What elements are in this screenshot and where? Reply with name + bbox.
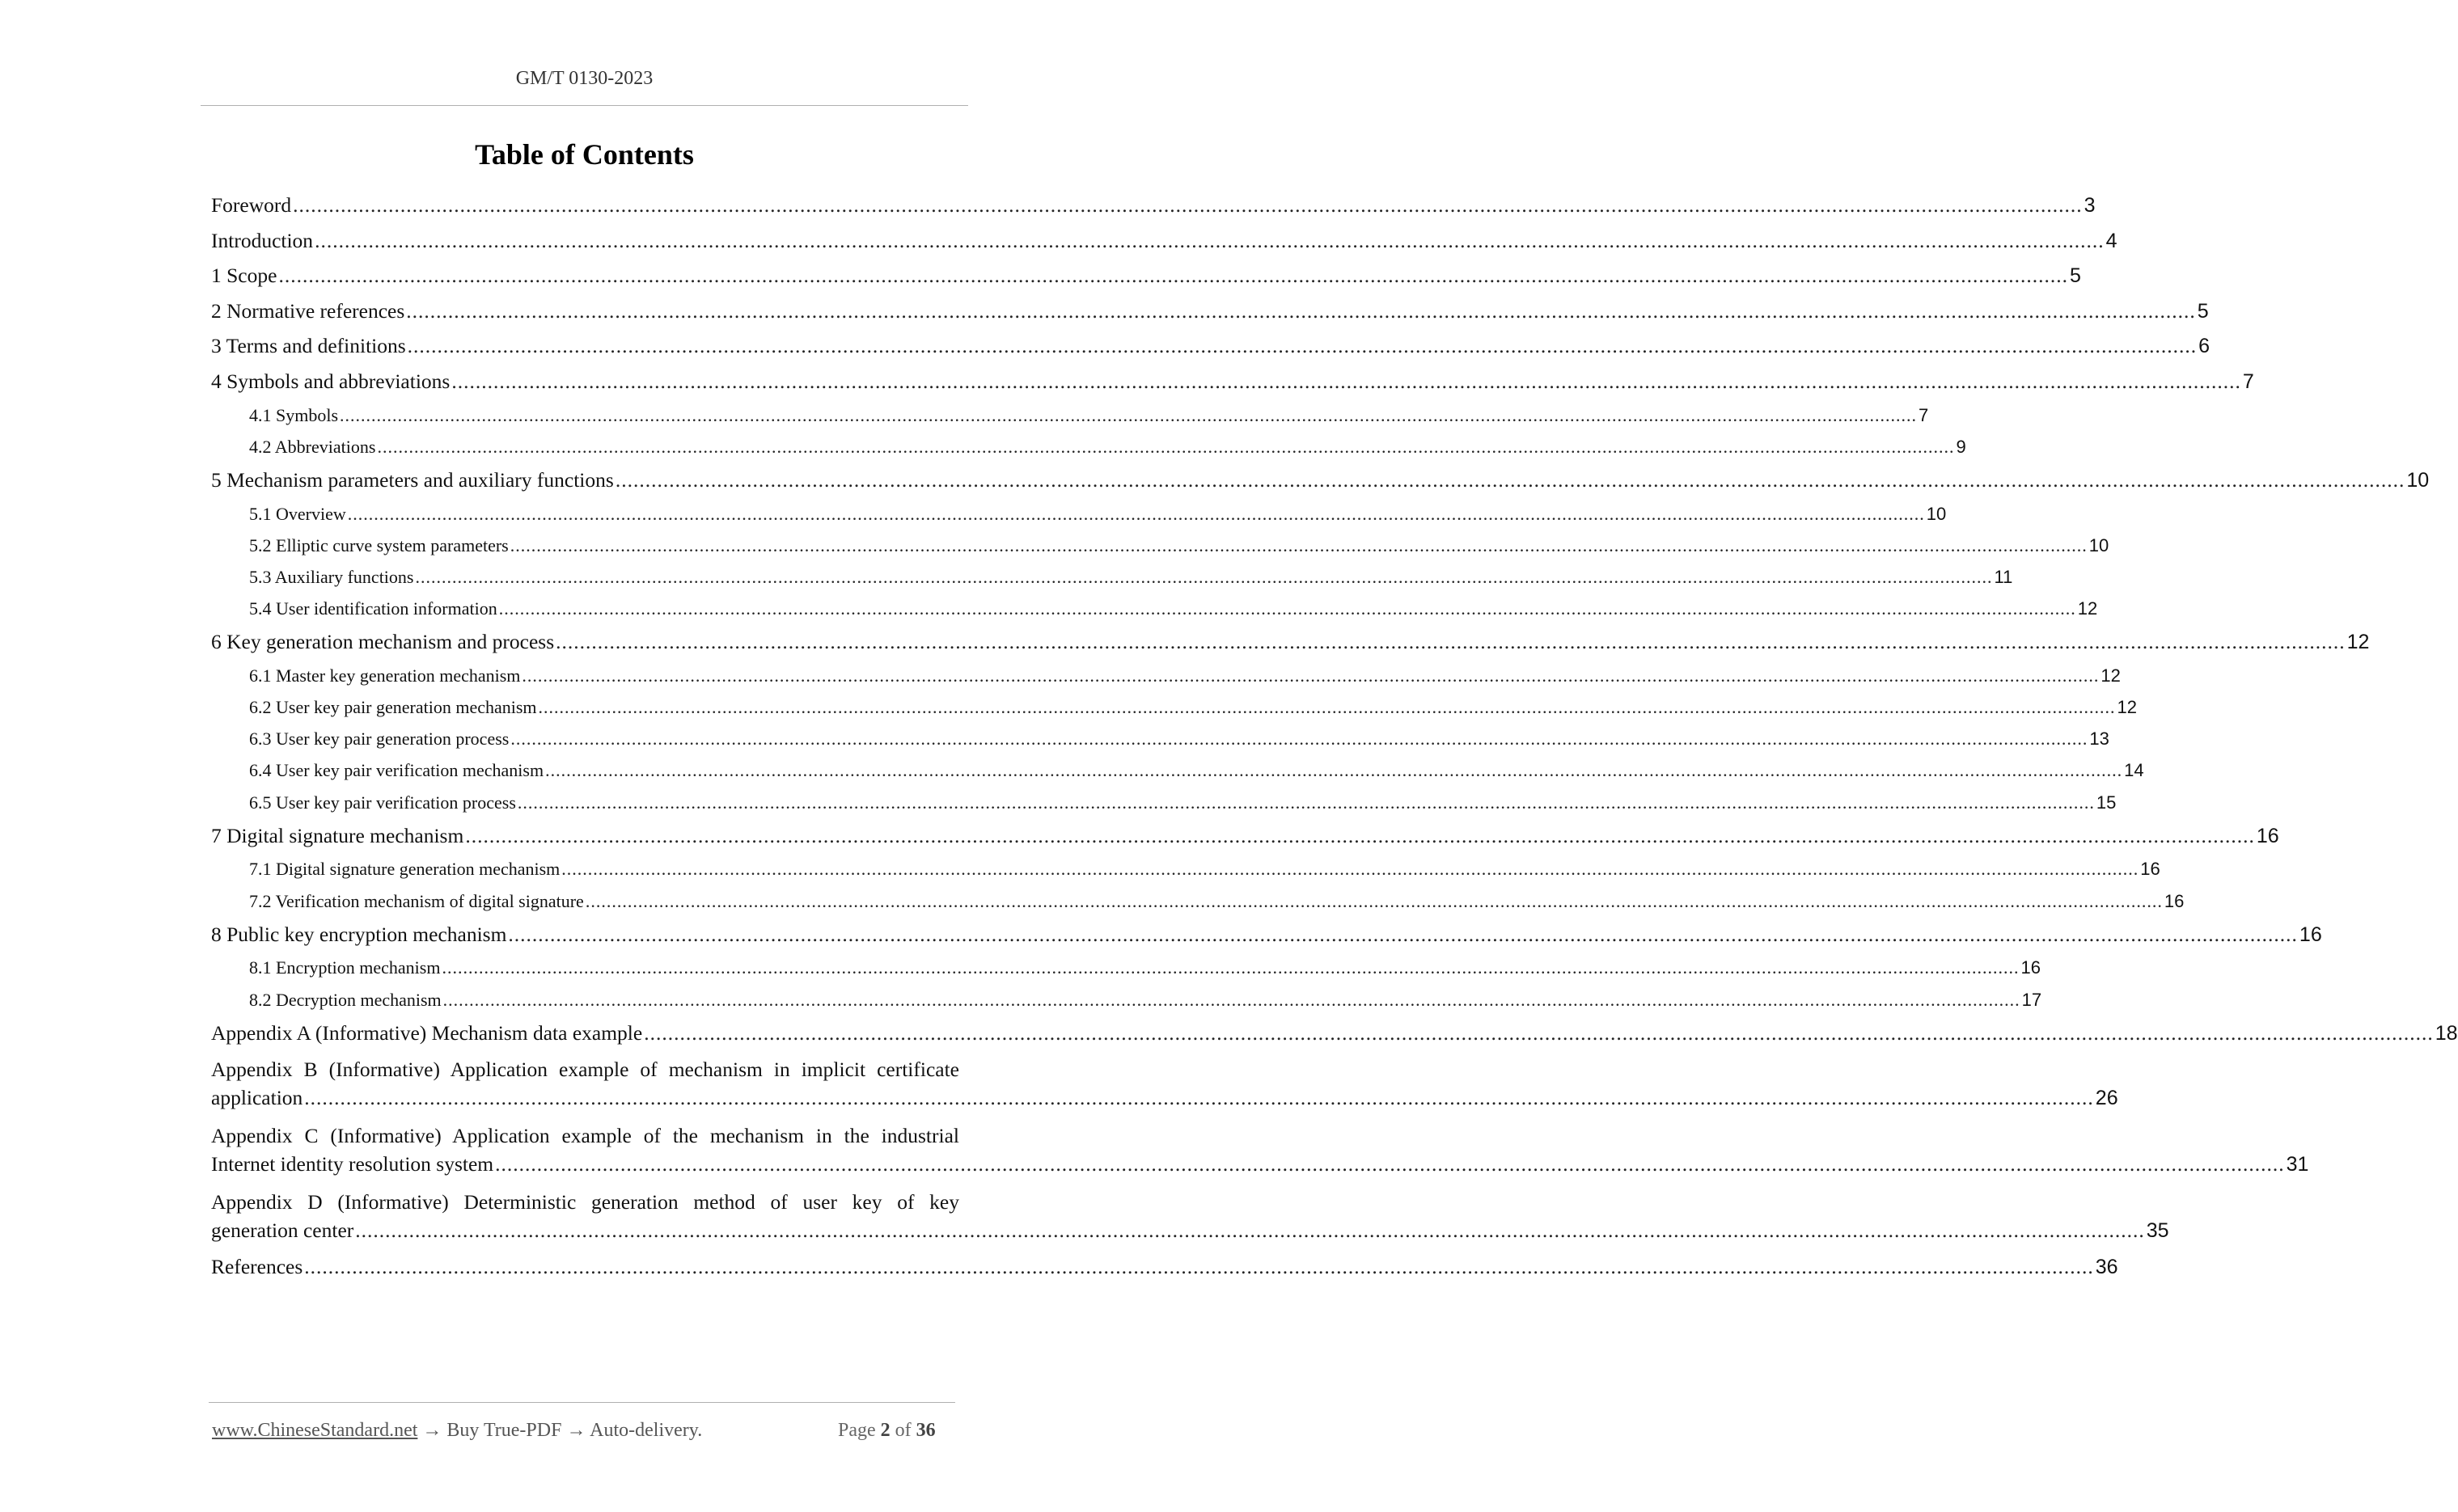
toc-entry-appendix-d[interactable]: [211, 1183, 2169, 1249]
toc-entry-auxiliary-functions[interactable]: [211, 561, 2013, 593]
toc-entry-text: Foreword: [211, 193, 292, 217]
toc-entry-verification-mechanism[interactable]: [211, 754, 2144, 786]
toc-entry-appendix-a[interactable]: [211, 1016, 2458, 1051]
toc-page-number: 36: [2095, 1256, 2118, 1279]
page-word: Page: [838, 1420, 876, 1441]
toc-entry-text: 6.2 User key pair generation mechanism: [249, 697, 537, 718]
toc-entry-digital-signature[interactable]: [211, 818, 2279, 854]
toc-entry-signature-verification[interactable]: [211, 885, 2185, 917]
running-header: GM/T 0130-2023: [515, 68, 654, 89]
toc-page-number: 6: [2198, 335, 2211, 358]
toc-entry-text: 5.3 Auxiliary functions: [249, 566, 414, 587]
toc-page-number: 31: [2286, 1153, 2309, 1176]
dot-leader: ............................................................................................................................................................................................................................................................................................................: [538, 697, 2116, 718]
toc-entry-user-key-pair-mechanism[interactable]: [211, 691, 2138, 723]
toc-page-number: 12: [2077, 598, 2098, 619]
toc-entry-text-line2: Internet identity resolution system: [211, 1152, 494, 1176]
toc-entry-text: 6.5 User key pair verification process: [249, 792, 516, 813]
toc-entry-elliptic-curve-parameters[interactable]: [211, 530, 2109, 561]
toc-entry-normative-references[interactable]: [211, 294, 2209, 329]
dot-leader: ............................................................................................................................................................................................................................................................................................................: [304, 1086, 2094, 1110]
toc-entry-signature-generation[interactable]: [211, 853, 2160, 885]
toc-entry-encryption[interactable]: [211, 952, 2041, 983]
toc-entry-appendix-b[interactable]: [211, 1050, 2118, 1117]
toc-entry-text: 3 Terms and definitions: [211, 334, 406, 358]
toc-entry-master-key-generation[interactable]: [211, 660, 2121, 691]
toc-entry-text: 6.1 Master key generation mechanism: [249, 665, 521, 686]
dot-leader: ............................................................................................................................................................................................................................................................................................................: [615, 467, 2405, 492]
toc-entry-text: 5.2 Elliptic curve system parameters: [249, 534, 509, 555]
footer-rule: [209, 1402, 955, 1403]
dot-leader: ............................................................................................................................................................................................................................................................................................................: [355, 1218, 2145, 1243]
toc-page-number: 15: [2096, 792, 2117, 813]
buy-text: Buy True-PDF: [446, 1420, 562, 1441]
dot-leader: ............................................................................................................................................................................................................................................................................................................: [415, 566, 1993, 587]
toc-entry-foreword[interactable]: [211, 188, 2096, 223]
dot-leader: ............................................................................................................................................................................................................................................................................................................: [508, 922, 2298, 946]
toc-page-number: 12: [2101, 665, 2121, 686]
dot-leader: ............................................................................................................................................................................................................................................................................................................: [442, 957, 2020, 978]
toc-page-number: 10: [1926, 503, 1947, 524]
dot-leader: ............................................................................................................................................................................................................................................................................................................: [340, 404, 1918, 425]
toc-page-number: 35: [2146, 1219, 2169, 1243]
toc-page-number: 5: [2197, 299, 2209, 323]
toc-page-number: 9: [1956, 436, 1966, 457]
dot-leader: ............................................................................................................................................................................................................................................................................................................: [451, 369, 2241, 393]
dot-leader: ............................................................................................................................................................................................................................................................................................................: [522, 665, 2100, 686]
dot-leader: ............................................................................................................................................................................................................................................................................................................: [407, 334, 2198, 358]
dot-leader: ............................................................................................................................................................................................................................................................................................................: [517, 792, 2095, 813]
toc-page-number: 12: [2346, 631, 2370, 654]
toc-entry-text: 2 Normative references: [211, 298, 405, 323]
dot-leader: ............................................................................................................................................................................................................................................................................................................: [347, 503, 1925, 524]
dot-leader: ............................................................................................................................................................................................................................................................................................................: [406, 298, 2196, 323]
delivery-text: Auto-delivery.: [590, 1420, 703, 1441]
dot-leader: ............................................................................................................................................................................................................................................................................................................: [545, 760, 2123, 781]
toc-page-number: 16: [2164, 890, 2185, 911]
toc-entry-text: 8.1 Encryption mechanism: [249, 957, 441, 978]
dot-leader: ............................................................................................................................................................................................................................................................................................................: [644, 1020, 2434, 1045]
toc-entry-verification-process[interactable]: [211, 787, 2117, 818]
arrow-right-icon: →: [422, 1420, 442, 1441]
toc-page-number: 16: [2020, 957, 2041, 978]
dot-leader: ............................................................................................................................................................................................................................................................................................................: [510, 534, 2088, 555]
dot-leader: ............................................................................................................................................................................................................................................................................................................: [377, 436, 1955, 457]
dot-leader: ............................................................................................................................................................................................................................................................................................................: [442, 989, 2020, 1010]
current-page-number: 2: [880, 1420, 891, 1441]
toc-entry-text: 7.2 Verification mechanism of digital signature: [249, 890, 584, 911]
toc-entry-text: 7.1 Digital signature generation mechanism: [249, 859, 561, 880]
total-pages: 36: [916, 1420, 936, 1441]
of-word: of: [895, 1420, 912, 1441]
toc-entry-text: 8.2 Decryption mechanism: [249, 989, 442, 1010]
toc-page-number: 5: [2069, 264, 2081, 288]
dot-leader: ............................................................................................................................................................................................................................................................................................................: [465, 823, 2255, 847]
toc-page-number: 16: [2299, 923, 2322, 946]
toc-entry-text: 4.1 Symbols: [249, 404, 339, 425]
toc-page-number: 16: [2140, 859, 2160, 880]
toc-entry-user-key-pair-process[interactable]: [211, 723, 2109, 754]
toc-page-number: 10: [2088, 534, 2109, 555]
toc-page-number: 3: [2084, 194, 2096, 217]
site-link[interactable]: www.ChineseStandard.net: [212, 1420, 418, 1441]
toc-entry-decryption[interactable]: [211, 984, 2042, 1016]
toc-entry-text-line1: Appendix B (Informative) Application example of mechanism in implicit certificate: [211, 1058, 959, 1082]
toc-page-number: 14: [2124, 760, 2144, 781]
toc-title: Table of Contents: [475, 138, 694, 171]
toc-entry-text: 6.4 User key pair verification mechanism: [249, 760, 544, 781]
toc-page-number: 18: [2435, 1021, 2458, 1045]
toc-entry-key-generation[interactable]: [211, 624, 2370, 660]
toc-page-number: 13: [2089, 729, 2109, 750]
toc-entry-text: 5 Mechanism parameters and auxiliary functions: [211, 467, 614, 492]
toc-page-number: 4: [2105, 229, 2117, 252]
toc-entry-abbreviations[interactable]: [211, 431, 1966, 462]
toc-entry-text: 5.1 Overview: [249, 503, 346, 524]
footer-promo: [212, 1420, 702, 1442]
toc-page-number: 12: [2117, 697, 2138, 718]
toc-page-number: 26: [2095, 1087, 2118, 1110]
toc-entry-public-key-encryption[interactable]: [211, 917, 2322, 952]
toc-entry-symbols-abbreviations[interactable]: [211, 364, 2254, 399]
toc-entry-text: 6 Key generation mechanism and process: [211, 630, 555, 654]
toc-entry-terms-definitions[interactable]: [211, 328, 2211, 364]
dot-leader: ............................................................................................................................................................................................................................................................................................................: [498, 598, 2076, 619]
toc-page-number: 10: [2406, 468, 2430, 492]
toc-entry-text: 1 Scope: [211, 264, 277, 288]
toc-entry-references[interactable]: [211, 1249, 2118, 1285]
dot-leader: ............................................................................................................................................................................................................................................................................................................: [278, 264, 2068, 288]
dot-leader: ............................................................................................................................................................................................................................................................................................................: [293, 193, 2083, 217]
toc-entry-text-line1: Appendix D (Informative) Deterministic generation method of user key of key: [211, 1190, 959, 1214]
toc-page-number: 7: [1919, 404, 1929, 425]
toc-entry-text: 8 Public key encryption mechanism: [211, 922, 507, 946]
toc-entry-text: Appendix A (Informative) Mechanism data example: [211, 1020, 643, 1045]
header-rule: [201, 105, 968, 106]
toc-entry-appendix-c[interactable]: [211, 1117, 2309, 1183]
dot-leader: ............................................................................................................................................................................................................................................................................................................: [585, 890, 2163, 911]
page-indicator: [838, 1420, 936, 1442]
toc-entry-text: 5.4 User identification information: [249, 598, 497, 619]
arrow-right-icon: →: [566, 1420, 586, 1441]
toc-entry-overview[interactable]: [211, 498, 1947, 530]
toc-entry-mechanism-parameters[interactable]: [211, 462, 2430, 498]
toc-entry-text: 6.3 User key pair generation process: [249, 729, 510, 750]
toc-entry-introduction[interactable]: [211, 223, 2117, 259]
toc-entry-text-line1: Appendix C (Informative) Application example of the mechanism in the industrial: [211, 1124, 959, 1148]
toc-page-number: 17: [2021, 989, 2042, 1010]
toc-entry-user-identification[interactable]: [211, 593, 2098, 624]
toc-page-number: 11: [1994, 566, 2013, 587]
dot-leader: ............................................................................................................................................................................................................................................................................................................: [556, 630, 2346, 654]
toc-entry-symbols[interactable]: [211, 399, 1929, 431]
dot-leader: ............................................................................................................................................................................................................................................................................................................: [315, 228, 2105, 252]
toc-entry-scope[interactable]: [211, 258, 2081, 294]
toc-page-number: 16: [2256, 824, 2279, 847]
dot-leader: ............................................................................................................................................................................................................................................................................................................: [561, 859, 2139, 880]
dot-leader: ............................................................................................................................................................................................................................................................................................................: [510, 729, 2088, 750]
toc-page-number: 7: [2242, 370, 2254, 393]
toc-entry-text: 7 Digital signature mechanism: [211, 823, 464, 847]
toc-entry-text: 4.2 Abbreviations: [249, 436, 376, 457]
dot-leader: ............................................................................................................................................................................................................................................................................................................: [495, 1152, 2285, 1176]
dot-leader: ............................................................................................................................................................................................................................................................................................................: [304, 1255, 2094, 1279]
table-of-contents: [211, 188, 2458, 1285]
toc-entry-text: Introduction: [211, 228, 314, 252]
toc-entry-text-line2: application: [211, 1086, 303, 1110]
toc-entry-text: References: [211, 1255, 303, 1279]
toc-entry-text-line2: generation center: [211, 1218, 354, 1243]
toc-entry-text: 4 Symbols and abbreviations: [211, 369, 451, 393]
